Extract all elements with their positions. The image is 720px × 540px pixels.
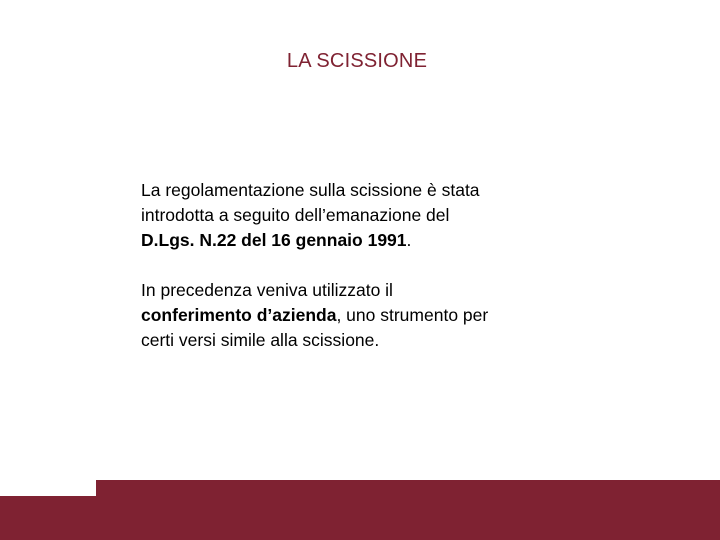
paragraph-2-line-2 <box>141 303 561 328</box>
footer-band-left <box>0 496 96 540</box>
paragraph-2-line-1: In precedenza veniva utilizzato il <box>141 280 393 300</box>
decree-reference: D.Lgs. N.22 del 16 gennaio 1991 <box>141 230 407 250</box>
business-contribution-term: conferimento d’azienda <box>141 305 337 325</box>
paragraph-2-line-3: certi versi simile alla scissione. <box>141 330 380 350</box>
paragraph-1-line-2: introdotta a seguito dell’emanazione del <box>141 205 450 225</box>
paragraph-regulation <box>141 178 561 253</box>
paragraph-1-period: . <box>406 230 412 250</box>
paragraph-1-line-1: La regolamentazione sulla scissione è stata <box>141 180 480 200</box>
paragraph-history <box>141 278 561 353</box>
paragraph-2-line-2-rest: , uno strumento per <box>336 305 489 325</box>
slide-title: LA SCISSIONE <box>286 50 428 72</box>
footer-band <box>96 480 720 540</box>
paragraph-1-line-3 <box>141 228 561 253</box>
slide-body <box>141 178 561 353</box>
